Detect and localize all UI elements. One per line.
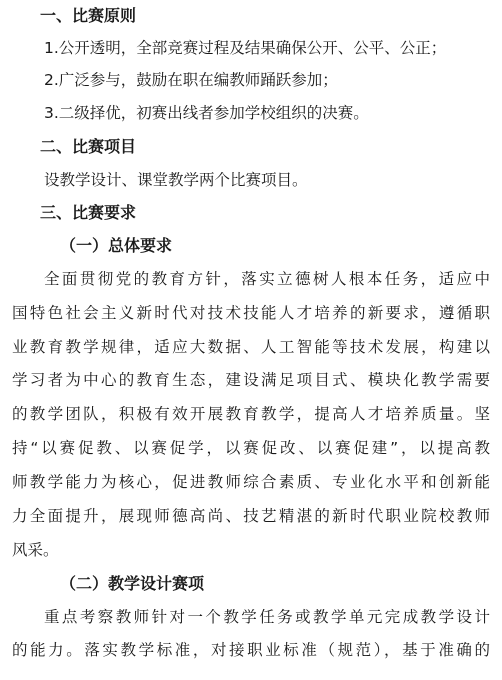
principle-item-2: 2.广泛参与，鼓励在职在编教师踊跃参加；	[44, 71, 338, 89]
paragraph-line: 全面贯彻党的教育方针，落实立德树人根本任务，适应中	[44, 270, 490, 288]
events-text: 设教学设计、课堂教学两个比赛项目。	[44, 171, 308, 189]
paragraph-line: 学习者为中心的教育生态，建设满足项目式、模块化教学需要	[12, 371, 490, 389]
paragraph-line: 业教育教学规律，适应大数据、人工智能等技术发展，构建以	[12, 338, 490, 356]
paragraph-line: 持“以赛促教、以赛促学，以赛促改、以赛促建”，以提高教	[12, 439, 490, 457]
principle-item-3: 3.二级择优，初赛出线者参加学校组织的决赛。	[44, 104, 369, 122]
paragraph-line: 的教学团队，积极有效开展教育教学，提高人才培养质量。坚	[12, 405, 490, 423]
paragraph-line: 师教学能力为核心，促进教师综合素质、专业化水平和创新能	[12, 473, 490, 491]
section-heading-events: 二、比赛项目	[40, 137, 137, 156]
paragraph-line: 的能力。落实教学标准，对接职业标准（规范），基于准确的	[12, 641, 490, 659]
section-heading-principles: 一、比赛原则	[40, 6, 137, 25]
paragraph-line: 重点考察教师针对一个教学任务或教学单元完成教学设计	[44, 608, 490, 626]
paragraph-line: 风采。	[12, 541, 59, 559]
subheading-teaching-design: （二）教学设计赛项	[60, 574, 205, 593]
paragraph-line: 力全面提升，展现师德高尚、技艺精湛的新时代职业院校教师	[12, 507, 490, 525]
paragraph-line: 国特色社会主义新时代对技术技能人才培养的新要求，遵循职	[12, 304, 490, 322]
principle-item-1: 1.公开透明，全部竞赛过程及结果确保公开、公平、公正；	[44, 39, 447, 57]
subheading-general-requirements: （一）总体要求	[60, 236, 173, 255]
section-heading-requirements: 三、比赛要求	[40, 203, 137, 222]
